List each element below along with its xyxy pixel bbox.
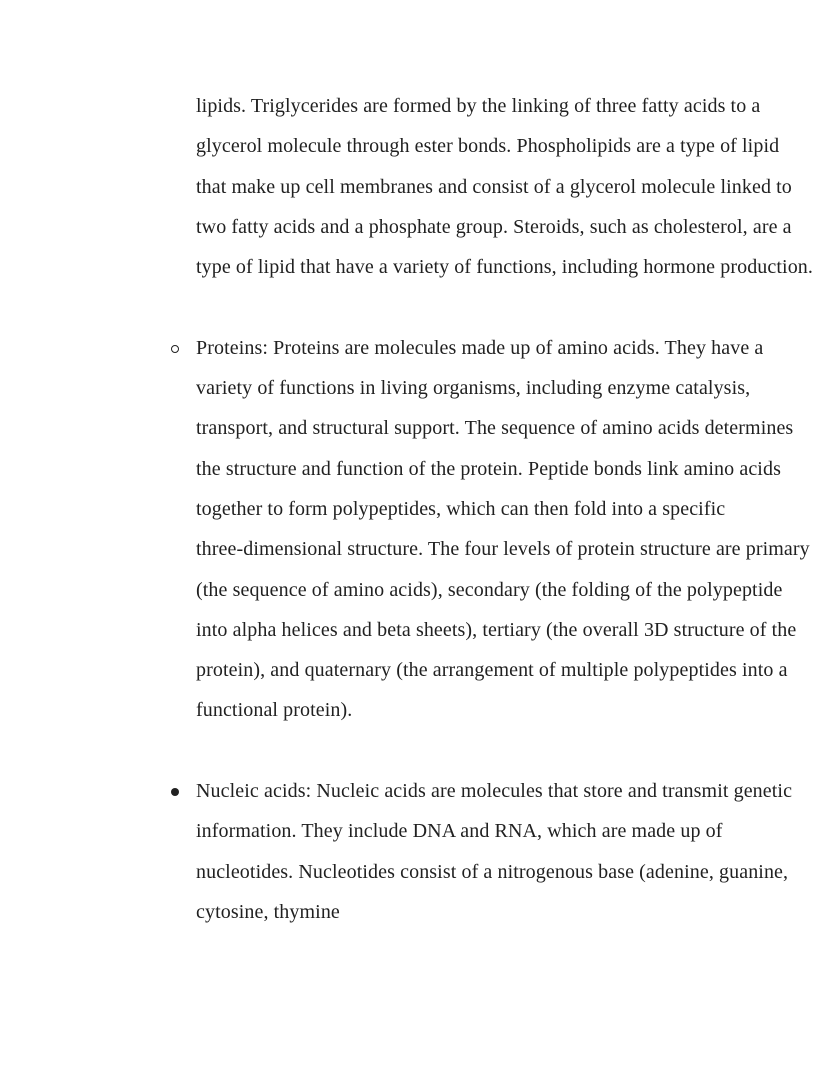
text-line: (the sequence of amino acids), secondary (the folding of the polypeptide [196, 578, 783, 601]
text-line: the structure and function of the protein. Peptide bonds link amino acids [196, 457, 781, 480]
text-line: together to form polypeptides, which can then fold into a specific [196, 497, 726, 520]
text-line: Nucleic acids: Nucleic acids are molecules that store and transmit genetic [196, 780, 793, 803]
document-text-block [196, 86, 813, 932]
paragraph-lipids-continuation [196, 86, 813, 287]
paragraph-proteins [196, 328, 810, 731]
text-line: functional protein). [196, 699, 353, 722]
text-line: Proteins: Proteins are molecules made up of amino acids. They have a [196, 336, 764, 359]
text-line: protein), and quaternary (the arrangement of multiple polypeptides into a [196, 659, 788, 682]
text-line: type of lipid that have a variety of functions, including hormone production. [196, 256, 813, 279]
text-line: that make up cell membranes and consist of a glycerol molecule linked to [196, 175, 792, 198]
text-line: glycerol molecule through ester bonds. Phospholipids are a type of lipid [196, 135, 780, 158]
text-line: lipids. Triglycerides are formed by the linking of three fatty acids to a [196, 95, 761, 117]
hollow-circle-bullet-icon [171, 345, 179, 353]
text-line: transport, and structural support. The sequence of amino acids determines [196, 417, 794, 440]
text-line: into alpha helices and beta sheets), tertiary (the overall 3D structure of the [196, 618, 797, 641]
text-line: three-dimensional structure. The four levels of protein structure are primary [196, 538, 810, 561]
text-line: variety of functions in living organisms, including enzyme catalysis, [196, 377, 751, 400]
text-line: nucleotides. Nucleotides consist of a nitrogenous base (adenine, guanine, [196, 860, 789, 883]
text-line: information. They include DNA and RNA, which are made up of [196, 820, 723, 843]
paragraph-nucleic-acids [196, 771, 793, 932]
text-line: two fatty acids and a phosphate group. Steroids, such as cholesterol, are a [196, 215, 792, 238]
text-line: cytosine, thymine [196, 900, 340, 923]
filled-circle-bullet-icon [171, 788, 179, 796]
